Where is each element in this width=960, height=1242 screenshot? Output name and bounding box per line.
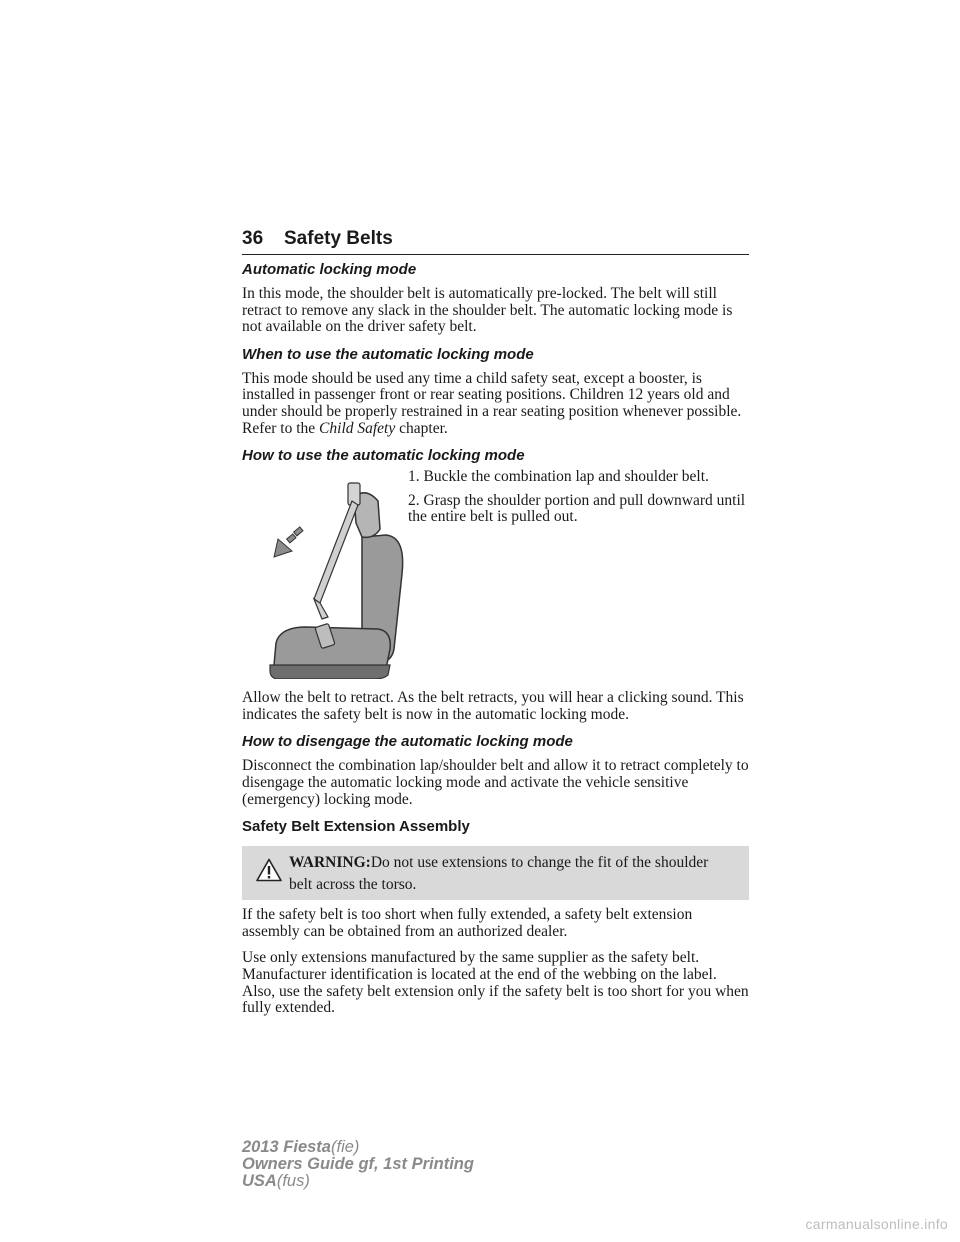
warning-triangle-icon [256, 858, 282, 882]
manual-page [242, 228, 749, 1017]
paragraph-when-end: chapter. [399, 419, 448, 437]
warning-box [242, 846, 749, 900]
seat-belt-illustration [266, 479, 411, 679]
paragraph-when-text: This mode should be used any time a child safety seat, except a booster, is installed in passenger front or rear seating positions. Children 12 years old and under should be properly restrained in a rear seating position whenever possible. Refer to the [242, 369, 742, 437]
footer-market: USA [242, 1172, 277, 1190]
footer-guide: Owners Guide gf, 1st Printing [242, 1155, 474, 1173]
page-number: 36 [242, 228, 264, 249]
chapter-title: Safety Belts [284, 228, 393, 249]
heading-how-to-disengage: How to disengage the automatic locking mode [242, 733, 573, 751]
paragraph-disengage: Disconnect the combination lap/shoulder belt and allow it to retract completely to disengage the automatic locking mode and activate the vehicle sensitive (emergency) locking mode. [242, 757, 749, 808]
steps-list [408, 469, 748, 526]
step-2: 2. Grasp the shoulder portion and pull downward until the entire belt is pulled out. [408, 491, 746, 526]
child-safety-reference: Child Safety [319, 419, 396, 437]
footer-model-code: (fie) [330, 1138, 360, 1156]
heading-extension-assembly: Safety Belt Extension Assembly [242, 818, 470, 836]
heading-how-to-use: How to use the automatic locking mode [242, 447, 525, 465]
page-header [242, 228, 749, 255]
paragraph-when [242, 371, 749, 437]
footer-model: 2013 Fiesta [242, 1138, 331, 1156]
footer-market-code: (fus) [276, 1172, 310, 1190]
warning-message: Do not use extensions to change the fit of the shoulder belt across the torso. [289, 854, 709, 894]
warning-label: WARNING: [289, 854, 371, 872]
figure-row [242, 469, 749, 683]
warning-text [289, 852, 729, 896]
watermark: carmanualsonline.info [805, 1216, 948, 1232]
page-footer [242, 1139, 474, 1190]
heading-automatic-locking-mode: Automatic locking mode [242, 261, 417, 278]
paragraph-extension-1: If the safety belt is too short when fully extended, a safety belt extension assembly can be obtained from an authorized dealer. [242, 906, 693, 940]
paragraph-alm: In this mode, the shoulder belt is automatically pre-locked. The belt will still retract to remove any slack in the shoulder belt. The automatic locking mode is not available on the driver safety belt. [242, 285, 733, 336]
paragraph-retract: Allow the belt to retract. As the belt retracts, you will hear a clicking sound. This indicates the safety belt is now in the automatic locking mode. [242, 689, 744, 723]
step-1: 1. Buckle the combination lap and shoulder belt. [408, 468, 709, 486]
heading-when-to-use: When to use the automatic locking mode [242, 345, 534, 363]
paragraph-extension-2: Use only extensions manufactured by the same supplier as the safety belt. Manufacturer identification is located at the end of the webbing on the label. Also, use the safety belt extension only if the safety belt is too short for you when fully extended. [242, 949, 749, 1017]
